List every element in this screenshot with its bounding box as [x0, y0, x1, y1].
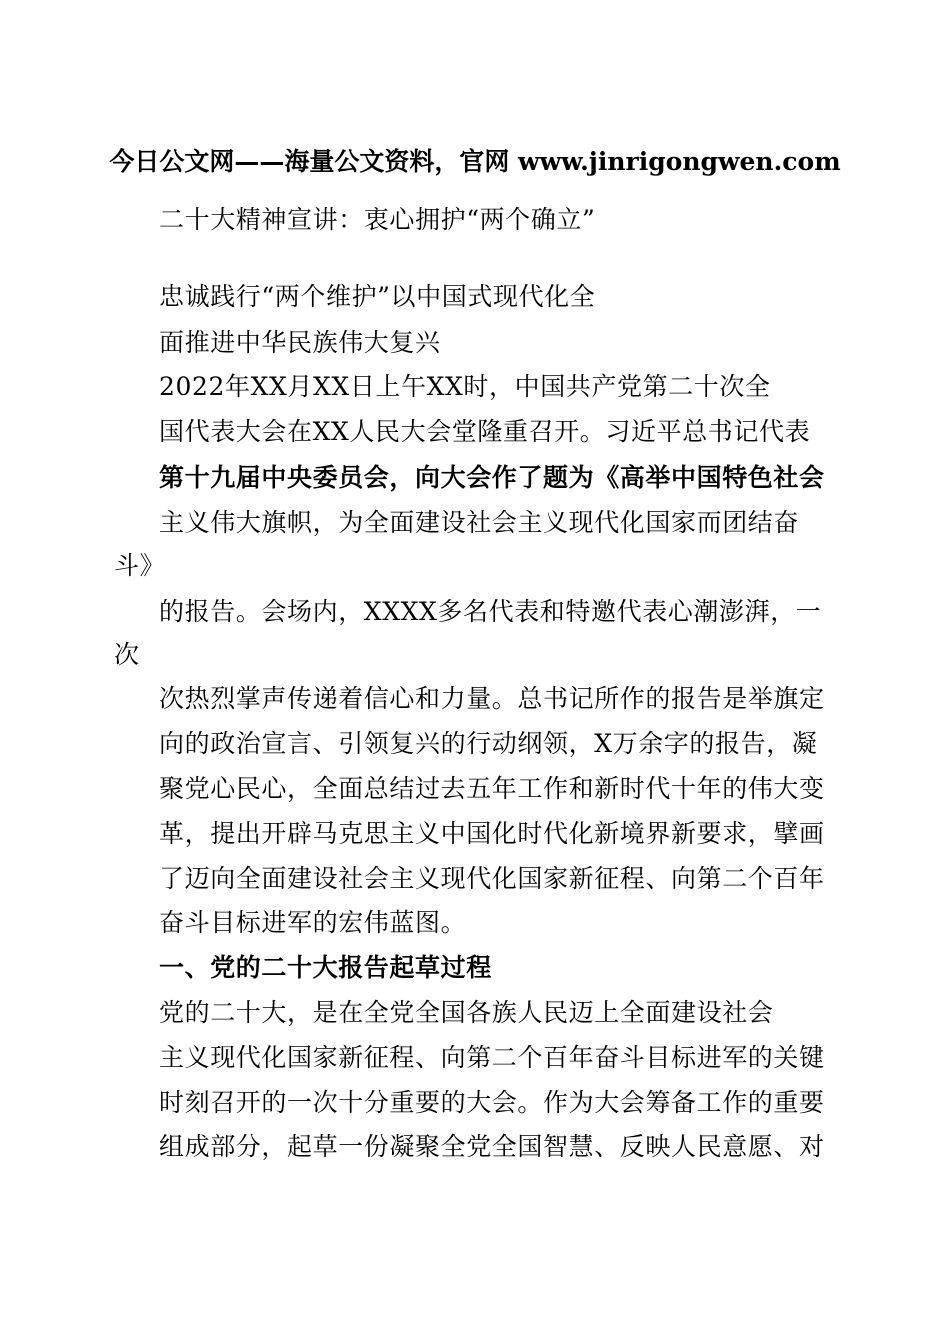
paragraph2-line-1: 的报告。会场内，XXXX多名代表和特邀代表心潮澎湃，一: [159, 597, 822, 626]
paragraph2-line-3: 次热烈掌声传递着信心和力量。总书记所作的报告是举旗定: [159, 684, 825, 713]
paragraph1-line-1: 2022年XX月XX日上午XX时，中国共产党第二十次全: [159, 372, 771, 401]
section1-line-1: 党的二十大，是在全党全国各族人民迈上全面建设社会: [159, 998, 774, 1027]
title-line-2: 忠诚践行“两个维护”以中国式现代化全: [159, 282, 596, 311]
paragraph1-line-3: 第十九届中央委员会，向大会作了题为《高举中国特色社会: [159, 463, 825, 492]
paragraph1-line-5: 斗》: [114, 551, 166, 580]
section1-line-2: 主义现代化国家新征程、向第二个百年奋斗目标进军的关键: [159, 1043, 825, 1072]
paragraph2-line-2: 次: [114, 640, 140, 669]
section1-line-4: 组成部分，起草一份凝聚全党全国智慧、反映人民意愿、对: [159, 1132, 825, 1161]
site-header-line: 今日公文网——海量公文资料，官网 www.jinrigongwen.com: [109, 147, 841, 176]
paragraph2-line-5: 聚党心民心，全面总结过去五年工作和新时代十年的伟大变: [159, 774, 825, 803]
paragraph2-line-7: 了迈向全面建设社会主义现代化国家新征程、向第二个百年: [159, 864, 825, 893]
paragraph2-line-6: 革，提出开辟马克思主义中国化时代化新境界新要求，擘画: [159, 819, 825, 848]
paragraph1-line-4: 主义伟大旗帜，为全面建设社会主义现代化国家而团结奋: [159, 508, 800, 537]
title-line-1: 二十大精神宣讲：衷心拥护“两个确立”: [159, 205, 596, 234]
paragraph2-line-8: 奋斗目标进军的宏伟蓝图。: [159, 908, 467, 937]
section1-line-3: 时刻召开的一次十分重要的大会。作为大会筹备工作的重要: [159, 1088, 825, 1117]
section-heading: 一、党的二十大报告起草过程: [159, 953, 492, 982]
paragraph2-line-4: 向的政治宣言、引领复兴的行动纲领，X万余字的报告，凝: [159, 729, 818, 758]
title-line-3: 面推进中华民族伟大复兴: [159, 328, 441, 357]
paragraph1-line-2: 国代表大会在XX人民大会堂隆重召开。习近平总书记代表: [159, 417, 811, 446]
